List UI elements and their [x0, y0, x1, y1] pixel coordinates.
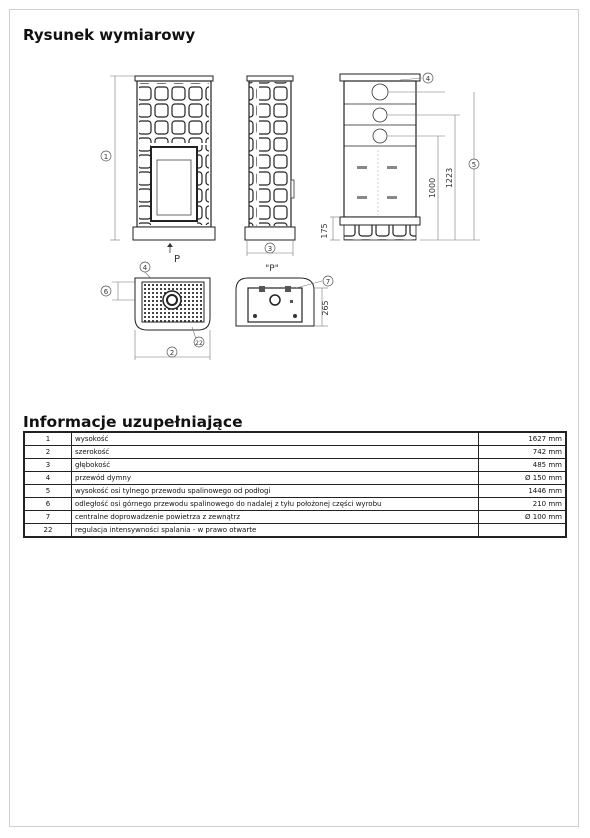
view-p-label: P — [174, 254, 181, 265]
spec-value: 1627 mm — [479, 432, 567, 446]
spec-num: 5 — [24, 485, 72, 498]
table-row — [24, 459, 566, 472]
callout-7: 7 — [325, 278, 331, 286]
callout-1: 1 — [103, 153, 109, 161]
table-row — [24, 472, 566, 485]
spec-table — [23, 431, 567, 538]
view-p-quoted-label: "P" — [265, 264, 279, 274]
spec-desc: wysokość — [72, 432, 479, 446]
rear-view — [320, 73, 480, 240]
top-view — [101, 262, 210, 360]
callout-4b: 4 — [142, 264, 148, 272]
spec-desc: odległość osi górnego przewodu spalinowego do nadalej z tyłu położonej części wyrobu — [72, 498, 479, 511]
spec-num: 7 — [24, 511, 72, 524]
table-row — [24, 485, 566, 498]
spec-num: 22 — [24, 524, 72, 538]
dim-265: 265 — [321, 300, 330, 316]
table-row — [24, 446, 566, 459]
spec-value — [479, 524, 567, 538]
dimension-drawing — [0, 0, 590, 400]
spec-num: 1 — [24, 432, 72, 446]
spec-num: 4 — [24, 472, 72, 485]
info-title: Informacje uzupełniające — [23, 413, 243, 431]
spec-value: Ø 150 mm — [479, 472, 567, 485]
callout-22: 22 — [195, 340, 203, 347]
side-view — [245, 76, 295, 274]
spec-desc: regulacja intensywności spalania - w prawo otwarte — [72, 524, 479, 538]
spec-value: Ø 100 mm — [479, 511, 567, 524]
spec-desc: przewód dymny — [72, 472, 479, 485]
spec-desc: szerokość — [72, 446, 479, 459]
table-row — [24, 511, 566, 524]
dim-175: 175 — [320, 223, 329, 239]
dim-1000: 1000 — [428, 177, 437, 199]
callout-5: 5 — [471, 161, 477, 169]
dim-1223: 1223 — [445, 167, 454, 189]
spec-value: 742 mm — [479, 446, 567, 459]
front-view — [101, 76, 215, 265]
spec-desc: wysokość osi tylnego przewodu spalinowego od podłogi — [72, 485, 479, 498]
callout-3: 3 — [267, 245, 273, 253]
spec-value: 485 mm — [479, 459, 567, 472]
table-row — [24, 498, 566, 511]
table-row — [24, 432, 566, 446]
bottom-view — [236, 276, 333, 326]
callout-4: 4 — [425, 75, 431, 83]
spec-num: 3 — [24, 459, 72, 472]
table-row — [24, 524, 566, 538]
callout-2: 2 — [169, 349, 175, 357]
drawing-title: Rysunek wymiarowy — [23, 26, 196, 44]
spec-desc: głębokość — [72, 459, 479, 472]
spec-value: 210 mm — [479, 498, 567, 511]
spec-value: 1446 mm — [479, 485, 567, 498]
callout-6: 6 — [103, 288, 109, 296]
spec-desc: centralne doprowadzenie powietrza z zewnątrz — [72, 511, 479, 524]
spec-num: 2 — [24, 446, 72, 459]
spec-num: 6 — [24, 498, 72, 511]
